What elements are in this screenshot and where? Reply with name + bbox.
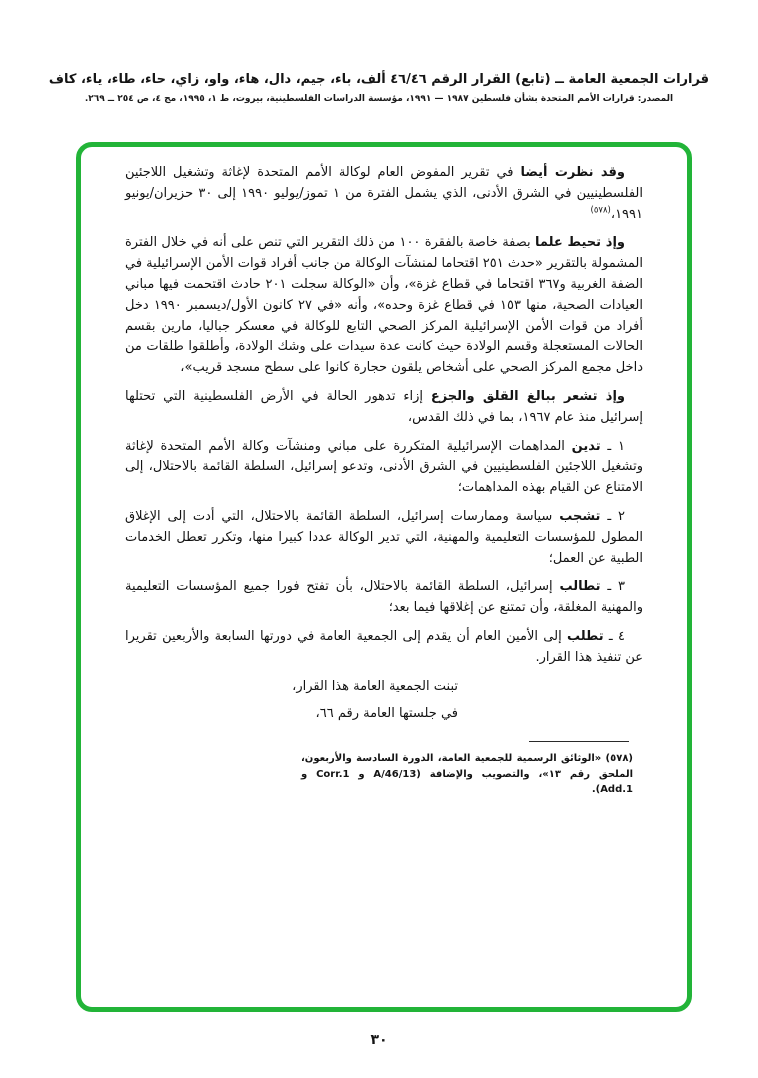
item-number: ١ ـ [600,438,625,454]
item-number: ٣ ـ [600,579,625,595]
paragraph-lead: وإذ تشعر ببالغ القلق والجزع [430,388,625,404]
footnote-text [301,751,633,798]
page-number: ٣٠ [370,1032,388,1048]
operative-item-1 [125,437,643,499]
operative-item-2 [125,507,643,569]
preamble-paragraph-1 [125,163,643,225]
paragraph-text: بصفة خاصة بالفقرة ١٠٠ من ذلك التقرير التي تنص على أنه في خلال الفترة المشمولة بالتقرير «حدث ٢٥١ اقتحاما لمنشآت الوكالة من جانب أفراد قوات الأمن الإسرائيلية في الضفة الغربية و٣٦٧ اقتحاما في قطاع غزة»، وأن «الوكالة سجلت ٢٠١ حادث اقتحمت فيها مباني العيادات الصحية، منها ١٥٣ في قطاع غزة وحده»، وأنه «في ٢٧ كانون الأول/ديسمبر ١٩٩٠ دخل أفراد من قوات الأمن الإسرائيلية المركز الصحي التابع للوكالة في معسكر جباليا، مارين بقسم الحالات المستعجلة وقسم الولادة حيث كانت عدة سيدات على وشك الولادة، وأطلقوا طلقات من داخل مجمع المركز الصحي على أشخاص يلقون حجارة كانوا على سطح مسجد قريب»، [125,235,643,376]
resolution-green-box [76,142,692,1012]
header-title: قرارات الجمعية العامة ــ (تابع) القرار الرقم ٤٦/٤٦ ألف، باء، جيم، دال، هاء، واو، زاي، حاء، طاء، ياء، كاف [48,72,710,87]
item-number: ٢ ـ [600,508,626,524]
paragraph-lead: وقد نظرت أيضا [520,165,625,180]
footnote-body: «الوثائق الرسمية للجمعية العامة، الدورة السادسة والأربعون، الملحق رقم ١٣»، والتصويب والإضافة (A/46/13 و Corr.1 و Add.1). [301,753,634,796]
item-lead: تطالب [559,579,601,595]
page-header [30,72,728,104]
paragraph-text: إزاء تدهور الحالة في الأرض الفلسطينية التي تحتلها إسرائيل منذ عام ١٩٦٧، بما في ذلك القدس، [125,388,643,425]
item-text: سياسة وممارسات إسرائيل، السلطة القائمة بالاحتلال، التي أدت إلى الإغلاق المطول للمؤسسات التعليمية والمهنية، التي تدير الوكالة عددا كبيرا منها، وتكرر تعطل الخدمات الطبية عن العمل؛ [125,508,643,566]
item-text: إسرائيل، السلطة القائمة بالاحتلال، بأن تفتح فورا جميع المؤسسات التعليمية والمهنية المغلقة، وأن تمتنع عن إغلاقها فيما بعد؛ [125,579,643,616]
footnote-marker: (٥٧٨) [605,753,633,765]
item-lead: تشجب [559,508,601,524]
operative-item-4 [125,627,643,669]
item-lead: تطلب [566,628,604,644]
item-text: المداهمات الإسرائيلية المتكررة على مباني ومنشآت وكالة الأمم المتحدة لإغاثة وتشغيل اللاجئين الفلسطينيين في الشرق الأدنى، وتدعو إسرائيل، السلطة القائمة بالاحتلال، إلى الامتناع عن القيام بهذه المداهمات؛ [125,438,643,496]
adoption-line-1: تبنت الجمعية العامة هذا القرار، [292,678,458,694]
header-source-line: المصدر: قرارات الأمم المتحدة بشأن فلسطين ١٩٨٧ — ١٩٩١، مؤسسة الدراسات الفلسطينية، بيروت، ط ١، ١٩٩٥، مج ٤، ص ٢٥٤ ــ ٢٦٩. [84,94,674,104]
footnote-separator-rule [529,741,629,742]
footnote-reference: (٥٧٨) [590,205,611,216]
item-text: إلى الأمين العام أن يقدم إلى الجمعية العامة في دورتها السابعة والأربعين تقريرا عن تنفيذ هذا القرار. [125,628,643,665]
item-lead: تدين [571,438,601,454]
adoption-line-2: في جلستها العامة رقم ٦٦، [315,706,458,722]
item-number: ٤ ـ [603,628,625,644]
paragraph-text: في تقرير المفوض العام لوكالة الأمم المتحدة لإغاثة وتشغيل اللاجئين الفلسطينيين في الشرق الأدنى، الذي يشمل الفترة من ١ تموز/يوليو ١٩٩٠ إلى ٣٠ حزيران/يونيو ١٩٩١، [125,165,643,222]
preamble-paragraph-2 [125,233,643,379]
paragraph-lead: وإذ تحيط علما [535,235,625,251]
preamble-paragraph-3 [125,387,643,429]
operative-item-3 [125,577,643,619]
